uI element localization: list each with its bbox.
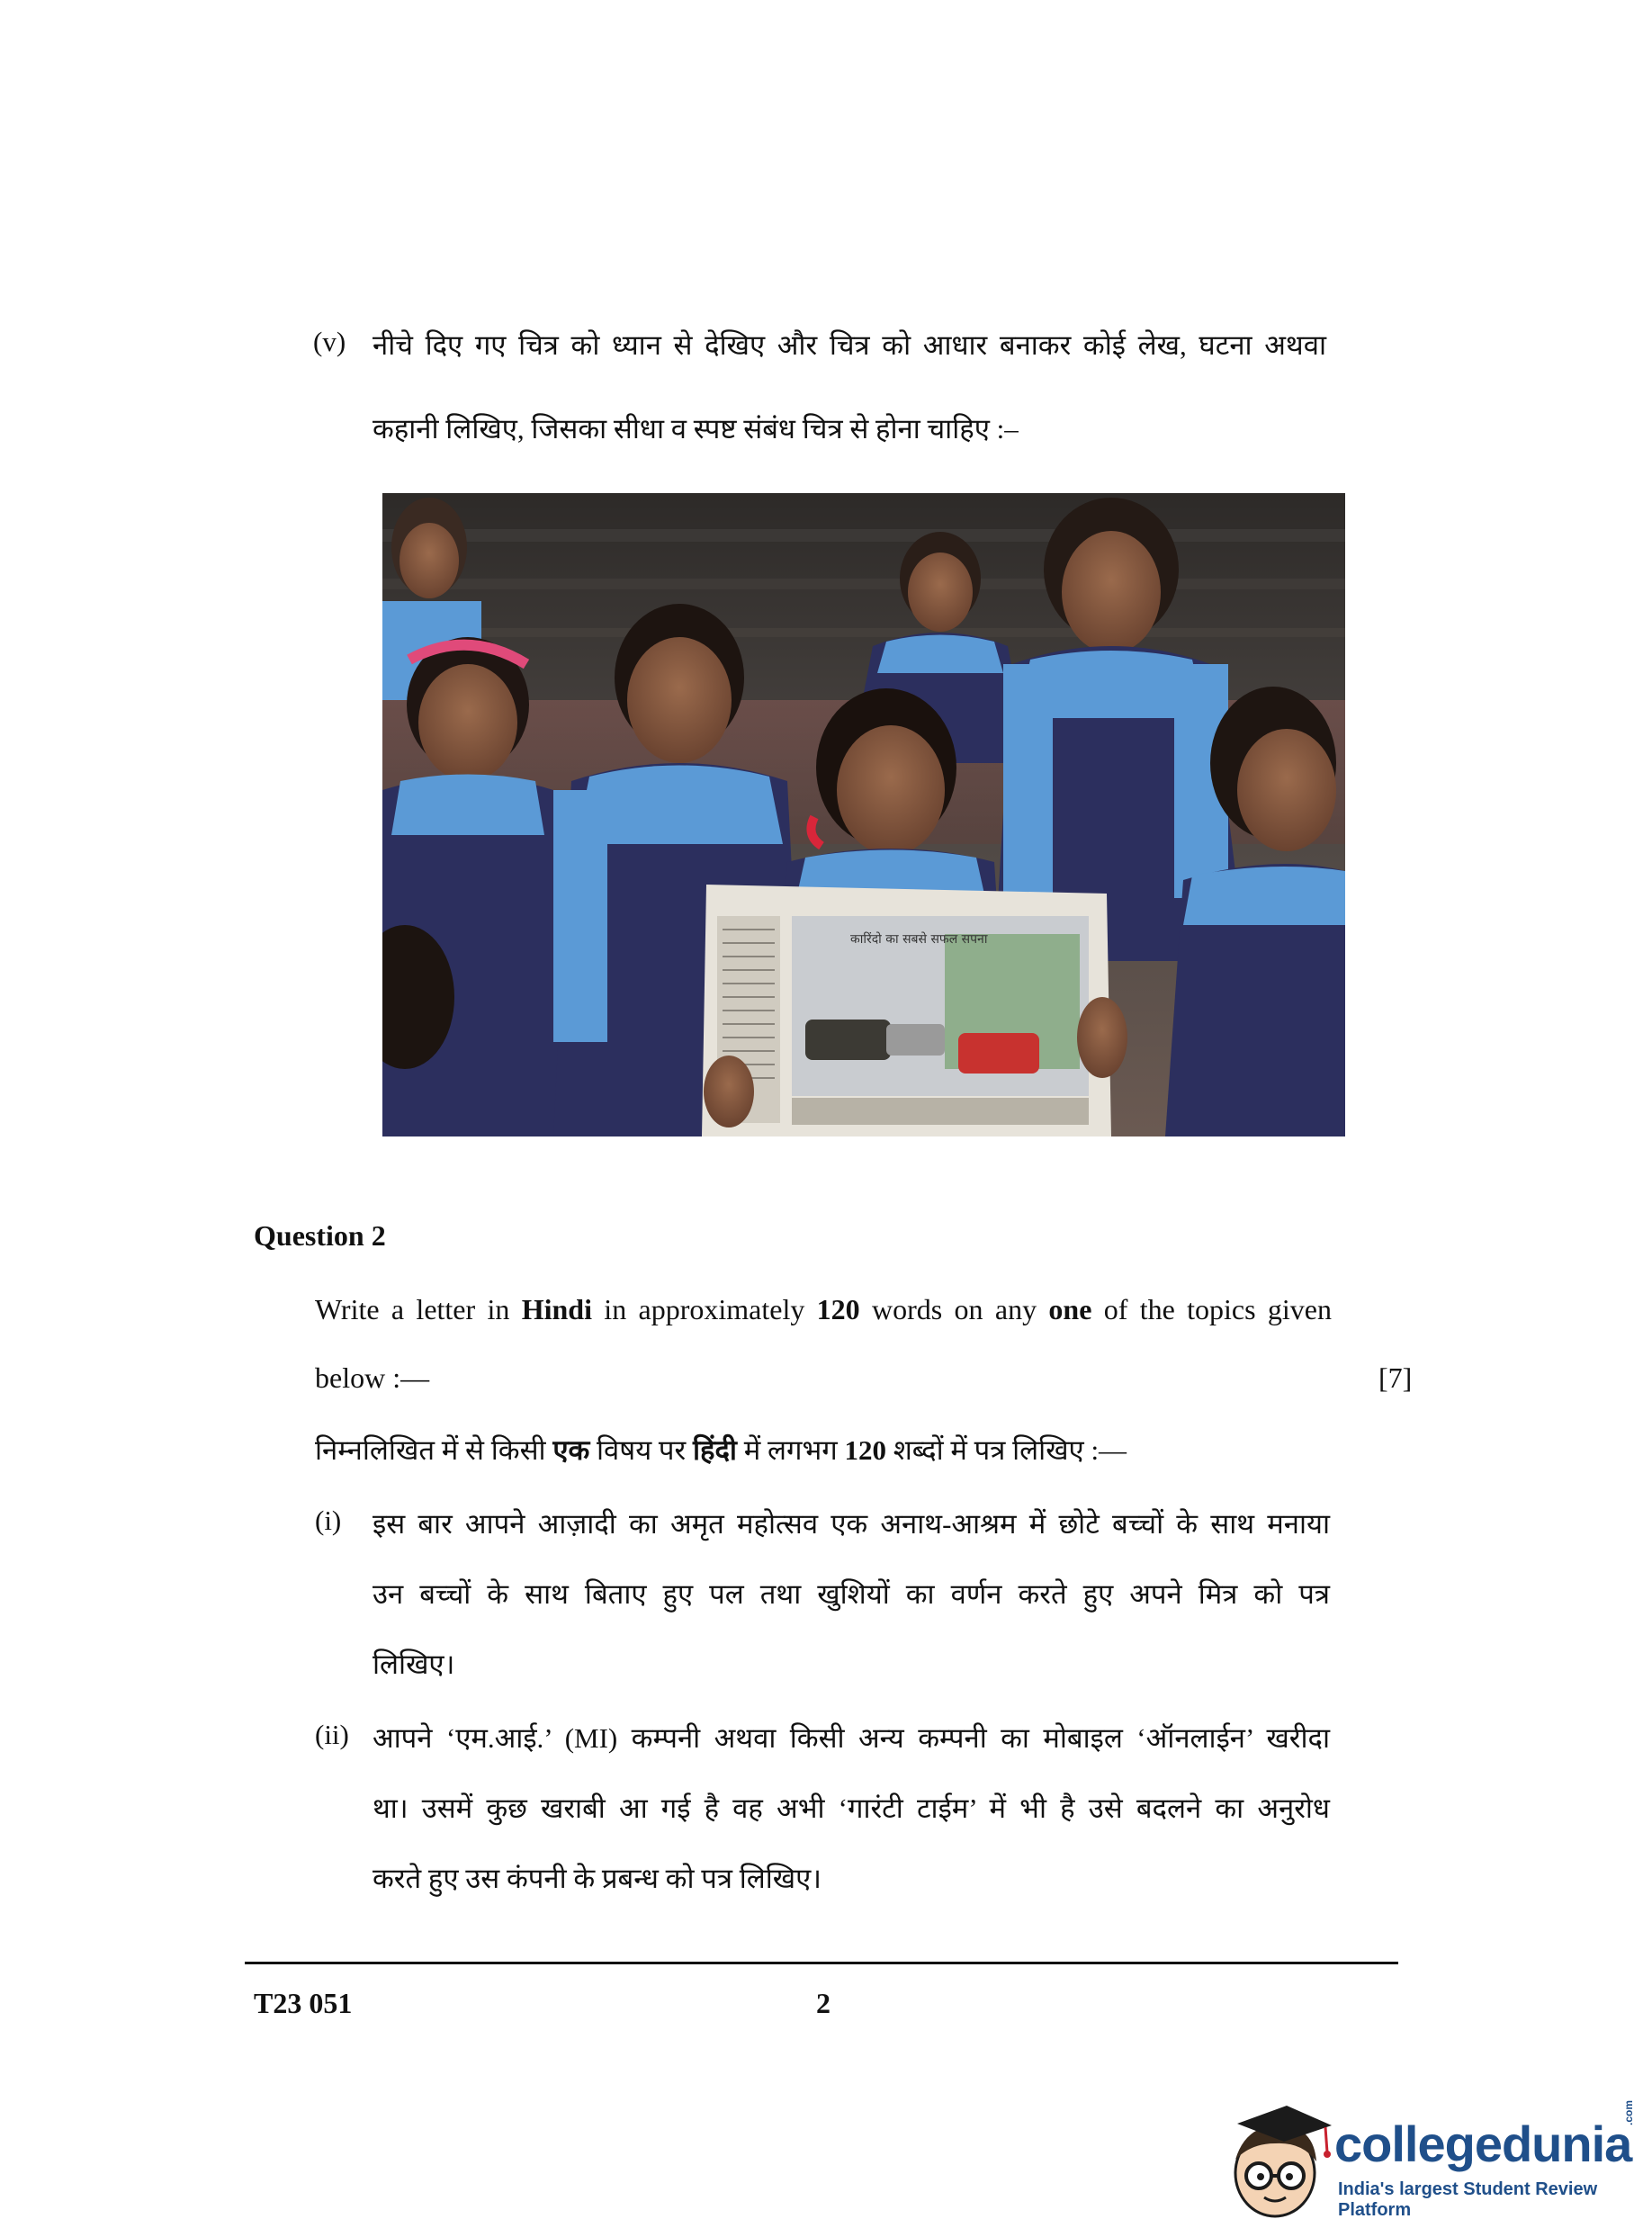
option-i-line1: इस बार आपने आज़ादी का अमृत महोत्सव एक अनाथ-आश्रम में छोटे बच्चों के साथ मनाया <box>373 1508 1330 1540</box>
intro-hindi: Hindi <box>521 1293 592 1325</box>
option-i-line2: उन बच्चों के साथ बिताए हुए पल तथा खुशियों का वर्णन करते हुए अपने मित्र को पत्र <box>373 1578 1330 1610</box>
question-v-line1: नीचे दिए गए चित्र को ध्यान से देखिए और चित्र को आधार बनाकर कोई लेख, घटना अथवा <box>373 329 1326 361</box>
question-v-number: (v) <box>313 326 346 357</box>
option-ii-line3: करते हुए उस कंपनी के प्रबन्ध को पत्र लिखिए। <box>373 1863 822 1894</box>
newspaper-headline: कारिंदो का सबसे सफल सपना <box>850 932 988 947</box>
newspaper <box>702 885 1111 1136</box>
hindi-part-5: में लगभग <box>736 1434 845 1466</box>
option-ii-line1: आपने ‘एम.आई.’ (MI) कम्पनी अथवा किसी अन्य कम्पनी का मोबाइल ‘ऑनलाईन’ खरीदा <box>373 1722 1330 1754</box>
intro-part-1: Write a letter in <box>315 1293 522 1325</box>
option-i-line3: लिखिए। <box>373 1649 455 1680</box>
paper-code: T23 051 <box>254 1987 353 2019</box>
student-mascot-icon <box>1219 2097 1336 2223</box>
hindi-part-3: विषय पर <box>589 1434 693 1466</box>
hindi-part-7: शब्दों में पत्र लिखिए :— <box>885 1434 1127 1466</box>
intro-part-7: of the topics given <box>1091 1293 1332 1325</box>
classroom-photo <box>382 493 1345 1136</box>
collegedunia-tagline: India's largest Student Review Platform <box>1338 2179 1598 2220</box>
hindi-word-count: 120 <box>844 1434 886 1466</box>
question-2-hindi-instruction <box>315 1431 1127 1469</box>
hindi-part-1: निम्नलिखित में से किसी <box>315 1434 553 1466</box>
intro-part-5: words on any <box>859 1293 1049 1325</box>
footer-divider <box>245 1962 1398 1964</box>
collegedunia-watermark <box>1219 2097 1642 2223</box>
question-2-marks: [7] <box>1378 1361 1413 1394</box>
question-v-line2: कहानी लिखिए, जिसका सीधा व स्पष्ट संबंध चित्र से होना चाहिए :– <box>373 413 1019 445</box>
hindi-ek: एक <box>552 1434 590 1466</box>
collegedunia-logo-com: .com <box>1622 2099 1635 2125</box>
collegedunia-logo-text: collegedunia <box>1334 2116 1632 2172</box>
intro-one: one <box>1048 1293 1092 1325</box>
option-ii-number: (ii) <box>315 1719 349 1750</box>
question-2-intro-line1 <box>315 1293 1332 1326</box>
option-i-number: (i) <box>315 1505 342 1536</box>
children-reading-newspaper-image <box>382 493 1345 1136</box>
question-2-heading: Question 2 <box>254 1219 386 1252</box>
page-number: 2 <box>816 1987 830 2019</box>
intro-word-count: 120 <box>816 1293 860 1325</box>
option-ii-line2: था। उसमें कुछ खराबी आ गई है वह अभी ‘गारंटी टाईम’ में भी है उसे बदलने का अनुरोध <box>373 1792 1330 1824</box>
intro-part-3: in approximately <box>591 1293 817 1325</box>
hindi-hindi: हिंदी <box>692 1434 737 1466</box>
question-2-intro-line2: below :— <box>315 1361 430 1394</box>
